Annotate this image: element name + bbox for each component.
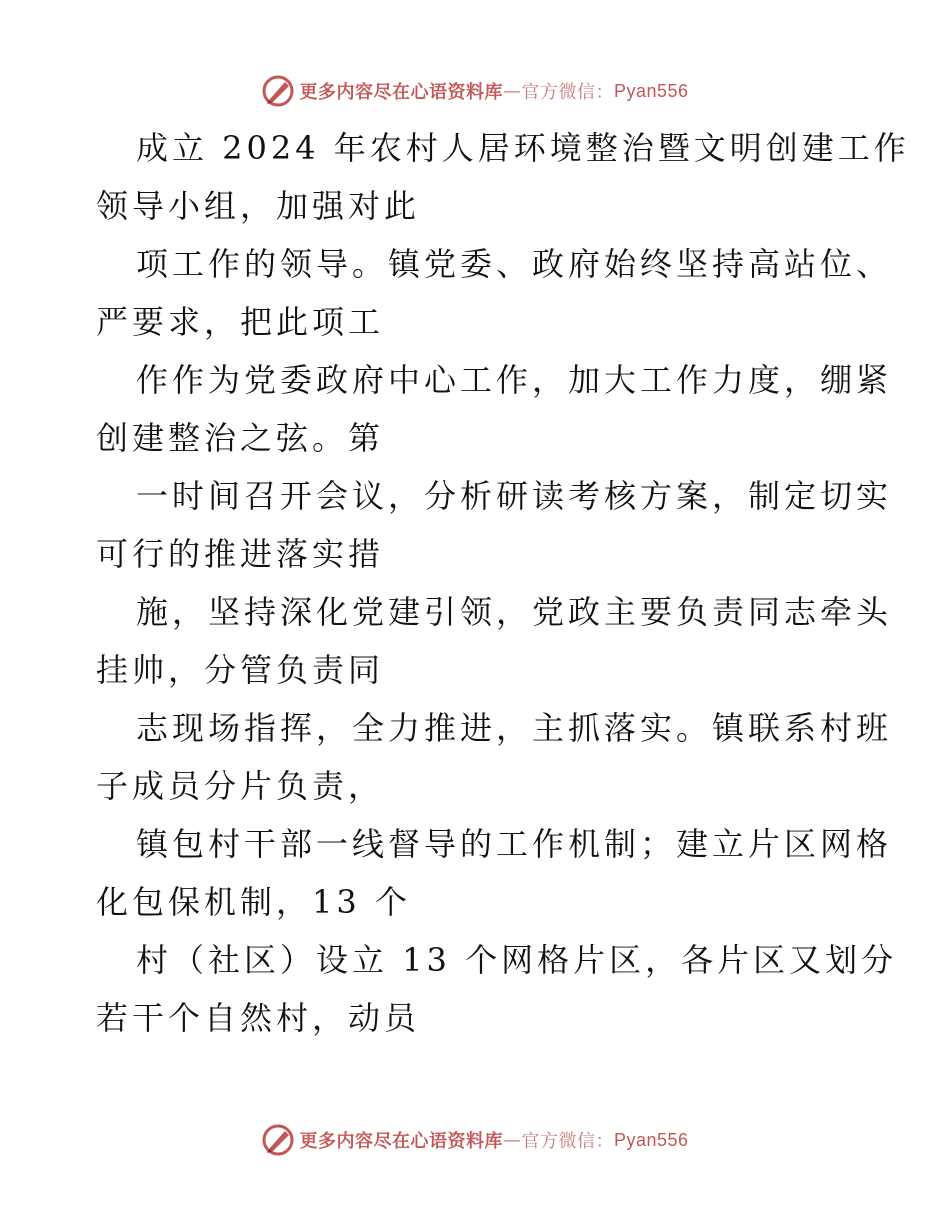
watermark-dash: — [502,80,522,102]
text-line: 施，坚持深化党建引领，党政主要负责同志牵头 [136,593,893,631]
pen-logo-icon [261,74,295,108]
footer-watermark [0,1120,950,1160]
pen-logo-icon [261,1123,295,1157]
watermark-main-text: 更多内容尽在心语资料库 [299,82,503,103]
watermark-wechat-label: 官方微信： [521,1131,614,1152]
watermark-main-text: 更多内容尽在心语资料库 [299,1131,503,1152]
text-line: 创建整治之弦。第 [96,419,385,457]
text-line: 若干个自然村，动员 [96,999,421,1037]
watermark-wechat-id: Pyan556 [613,1129,689,1150]
watermark-wechat-id: Pyan556 [613,80,689,101]
text-line: 挂帅，分管负责同 [96,651,385,689]
text-line: 可行的推进落实措 [96,535,385,573]
text-line: 镇包村干部一线督导的工作机制；建立片区网格 [136,825,893,863]
text-line: 领导小组，加强对此 [96,187,421,225]
watermark-dash: — [502,1129,522,1151]
header-watermark [0,71,950,111]
text-line: 严要求，把此项工 [96,303,385,341]
text-line: 村（社区）设立 13 个网格片区，各片区又划分 [136,941,898,979]
text-line: 化包保机制，13 个 [96,883,411,921]
watermark-wechat-label: 官方微信： [521,82,614,103]
text-line: 项工作的领导。镇党委、政府始终坚持高站位、 [136,245,893,283]
body-text [96,124,910,1052]
text-line: 志现场指挥，全力推进，主抓落实。镇联系村班 [136,709,893,747]
text-line: 一时间召开会议，分析研读考核方案，制定切实 [136,477,893,515]
text-line: 作作为党委政府中心工作，加大工作力度，绷紧 [136,361,893,399]
text-line: 成立 2024 年农村人居环境整治暨文明创建工作 [136,129,910,167]
text-line: 子成员分片负责， [96,767,385,805]
